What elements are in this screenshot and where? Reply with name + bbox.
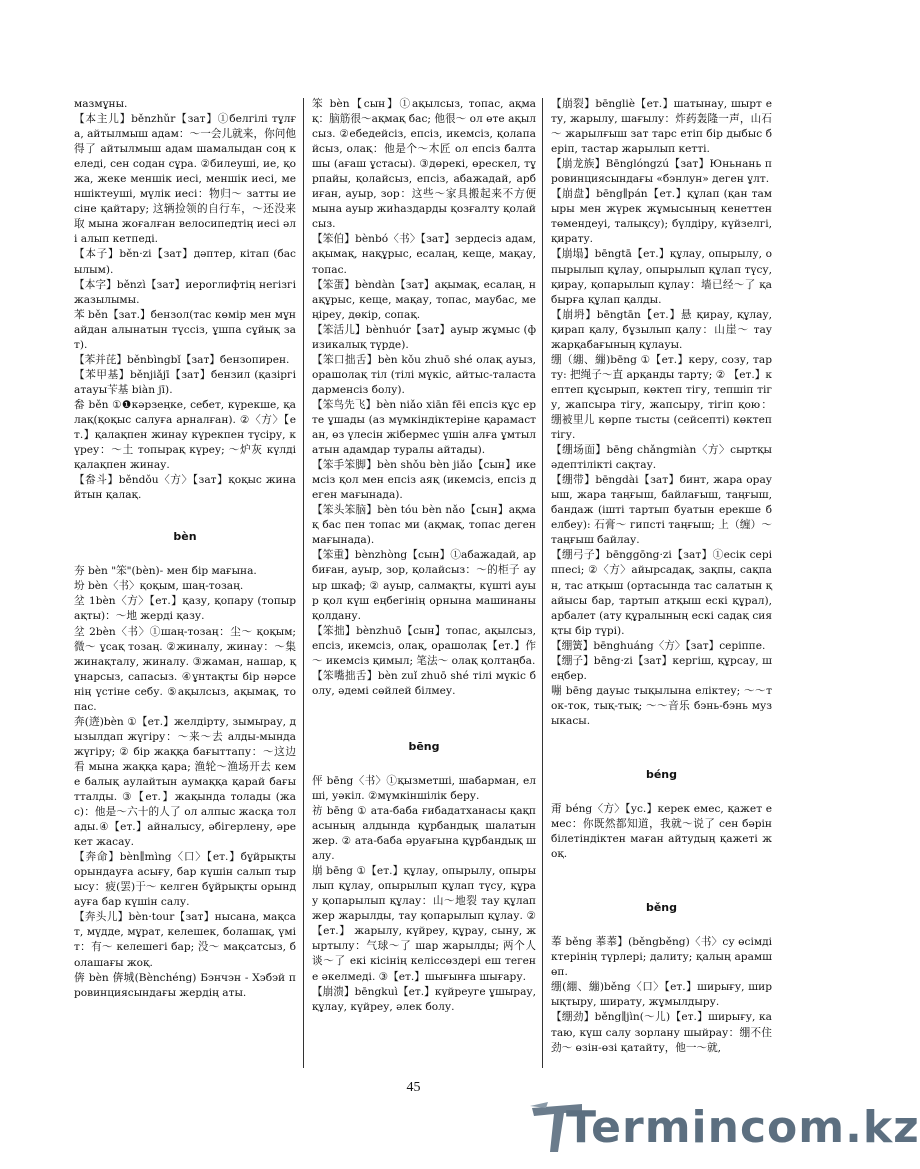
- column-3-entries: [551, 97, 772, 729]
- column-1: [74, 97, 296, 1072]
- dictionary-entry: 绷(綳、繃)běng〈口〉【ет.】ширығу, ширықтыру, ширату, жұмылдыру.: [551, 981, 772, 1009]
- dictionary-entry: 【本子】běn·zi【зат】дәптер, кітап (басылым).: [74, 248, 296, 276]
- dictionary-entry: 【笨嘴拙舌】bèn zuǐ zhuō shé тілі мүкіс болу, әдемі сөйлей білмеу.: [312, 669, 536, 697]
- dictionary-entry: 【笨蛋】bèndàn【зат】ақымақ, есалаң, нақұрыс, кеще, мақау, топас, маубас, меңіреу, дөкір, сопақ.: [312, 278, 536, 321]
- dictionary-entry: 坋 bèn〈书〉қоқым, шаң-тозаң.: [74, 580, 244, 593]
- section-heading-ben4: bèn: [173, 530, 197, 544]
- dictionary-entry: 【绷场面】bēng chǎngmiàn〈方〉сыртқы әдептілікті сақтау.: [551, 444, 772, 472]
- column-3-entries-after: [551, 802, 772, 862]
- dictionary-entry: мазмұны.: [74, 98, 128, 110]
- dictionary-entry: 畚 běn ①❶кәрзеңке, себет, күрекше, қалақ(қоқыс салуға арналған). ②〈方〉【ет.】қалақпен жинау күрекпен түсіру, күреу：～土 топырақ күреу; ～炉灰 күлді қалақпен жинау.: [74, 398, 296, 472]
- dictionary-entry: 【笨手笨脚】bèn shǒu bèn jiǎo【сын】икемсіз қол мен епсіз аяқ (икемсіз, епсіз деген мағынада).: [312, 459, 536, 502]
- dictionary-entry: 倴 bèn 倴城(Bènchéng) Бэнчэн - Хэбэй провинциясындағы жердің аты.: [74, 971, 296, 999]
- dictionary-entry: 伻 bēng〈书〉①қызметші, шабарман, елші, уәкіл. ②мүмкіншілік беру.: [312, 774, 536, 802]
- dictionary-entry: 甭 béng〈方〉【ус.】керек емес, қажет емес：你既然都知道，我就～说了 сен бәрін білетіндіктен маған айтудың қажеті жоқ.: [551, 803, 772, 861]
- dictionary-entry: 【笨活儿】bènhuór【зат】ауыр жұмыс (физикалық түрде).: [312, 323, 536, 351]
- dictionary-entry: 嘣 bēng дауыс тықылына еліктеу; ～～ток-ток, тық-тық; ～～音乐 бэнь-бэнь музыкасы.: [551, 684, 772, 727]
- column-2-entries: [312, 97, 536, 699]
- dictionary-entry: 【绷弓子】bēnggōng·zi【зат】①есік серіппесі; ②〈方〉айырсадақ, зақпы, сақпан, тас атқыш (ортасында тас салатын қайысы бар, тартып атқыш ескі құрал), арбалет (ату құралының ескі садақ сияқты бір түрі).: [551, 549, 772, 637]
- dictionary-entry: 【畚斗】běndǒu〈方〉【зат】қоқыс жинайтын қалақ.: [74, 474, 296, 502]
- dictionary-entry: 【本字】běnzì【зат】иероглифтің негізгі жазылымы.: [74, 278, 296, 306]
- dictionary-entry: 【笨头笨脑】bèn tóu bèn nǎo【сын】ақмақ бас пен топас ми (ақмақ, топас деген мағынада).: [312, 504, 536, 547]
- dictionary-entry: 【绷劲】běng∥jìn(～儿)【ет.】ширығу, катаю, күш салу зорлану шыйрау：绷不住劲～ өзін-өзі қатайту，他一～就,: [551, 1011, 772, 1054]
- dictionary-entry: 【绷簧】bēnghuáng〈方〉【зат】серіппе.: [551, 639, 766, 652]
- dictionary-entry: 坌 1bèn〈方〉【ет.】қазу, қопару (топырақты)：～地 жерді қазу.: [74, 595, 296, 623]
- dictionary-entry: 【笨重】bènzhòng【сын】①абажадай, арбиған, ауыр, зор, қолайсыз：～的柜子 ауыр шкаф; ② ауыр, салмақты, күшті ауыр қол күш еңбегінің орнына машинаны қолдану.: [312, 549, 536, 622]
- dictionary-entry: 【奔头儿】bèn·tour【зат】нысана, мақсат, мүдде, мұрат, келешек, болашақ, үміт：有～ келешегі бар; 没～ мақсатсыз, болашағы жоқ.: [74, 911, 296, 969]
- column-3: [551, 97, 772, 1072]
- dictionary-entry: 【崩塌】bēngtā【ет.】құлау, опырылу, опырылып құлау, опырылып құлап түсу, қирау, қопарылып құлау：墙已经～了 қабырға құлап қалды.: [551, 248, 772, 306]
- dictionary-entry: 【笨鸟先飞】bèn niǎo xiān fēi епсіз құс ерте ұшады (аз мүмкіндіктеріне қарамастан, өз үлесін жібермес үшін алға ұмтылатын адамдар туралы айтады).: [312, 398, 536, 457]
- column-divider-2: [542, 98, 543, 1068]
- dictionary-entry: 夯 bèn "笨"(bèn)- мен бір мағына.: [74, 565, 257, 578]
- dictionary-entry: 【笨拙】bènzhuō【сын】топас, ақылсыз, епсіз, икемсіз, олақ, орашолақ【ет.】作～ икемсіз қимыл; 笔法～ олақ қолтаңба.: [312, 624, 536, 667]
- page-number: 45: [406, 1080, 421, 1095]
- dictionary-entry: 笨 bèn【сын】①ақылсыз, топас, ақмақ：脑筋很～ақмақ бас; 他很～ ол өте ақылсыз. ②ебедейсіз, епсіз, икемсіз, қолапайсыз, олақ：他是个～木匠 ол епсіз балташы (ағаш ұстасы). ③дөрекі, өрескел, тұрпайы, қолайсыз, епсіз, абажадай, арбиған, ауыр, зор：这些～家具搬起来不方便 мына ауыр жиhаздарды қозғалту қолайсыз.: [312, 98, 536, 231]
- dictionary-entry: 【崩盘】bēng∥pán【ет.】құлап (қан тамыры мен жүрек жұмысының кенеттен төмендеуі, талықсу); бүлдіру, күйзелгі, қирату.: [551, 188, 772, 246]
- dictionary-entry: 绷（綳、繃)bēng ①【ет.】керу, созу, тарту: 把绳子～直 арқанды тарту; ② 【ет.】кептеп құсырып, көктеп тігу, тепшіп тігу, жапсыра тігу, жапсыру, тігіп қою：绷被里儿 көрпе тысты (сейсепті) көктеп тігу.: [551, 353, 772, 442]
- dictionary-entry: 【崩龙族】Bēnglóngzú【зат】Юньнань провинциясындағы «бэнлун» деген ұлт.: [551, 158, 772, 186]
- section-heading-beng1: bēng: [408, 739, 440, 753]
- dictionary-entry: 【崩坍】bēngtān【ет.】悬 қирау, құлау, қирап қалу, бұзылып қалу：山崖～ тау жарқабағының құлауы.: [551, 308, 772, 351]
- termincom-logo[interactable]: [528, 1100, 920, 1156]
- column-1-entries: [74, 97, 296, 503]
- dictionary-entry: 【苯并芘】běnbìngbǐ【зат】бензопирен.: [74, 353, 290, 366]
- dictionary-entry: 崩 bēng ①【ет.】құлау, опырылу, опырылып құлау, опырылып құлап түсу, құрау қопарылып құлау：山～地裂 тау құлап жер жарылды, тау қопарылып құлау. ② 【ет.】 жарылу, күйреу, құрау, сыну, жыртылу：气球～了 шар жарылды; 两个人谈～了 екі кісінің келіссөздері еш тегене әкелмеді. ③【ет.】шығынға шығару.: [312, 865, 536, 983]
- column-1-entries-after: [74, 564, 296, 1000]
- dictionary-entry: 【奔命】bèn∥mìng〈口〉【ет.】бұйрықты орындауға асығу, бар күшін салып тырысу：疲(罢)于～ келген бұйрықты орындауға бар күшін салу.: [74, 851, 296, 909]
- dictionary-entry: 【崩裂】bēngliè【ет.】шатынау, шырт ету, жарылу, шағылу：炸药轰隆一声，山石～ жарылғыш зат тарс етіп бір дыбыс беріп, тастар жарылып кетті.: [551, 98, 772, 156]
- dictionary-entry: 祊 bēng ① ата-баба ғибадатханасы қақпасының алдында құрбандық шалатын жер. ② ата-баба әруағына құрбандық шалу.: [312, 805, 536, 863]
- dictionary-entry: 【绷子】bēng·zi【зат】кергіш, құрсау, шеңбер.: [551, 654, 772, 682]
- dictionary-entry: 【苯甲基】běnjiǎjī【зат】бензил (қазіргі атауы苄基 biàn jī).: [74, 368, 296, 396]
- dictionary-entry: 菶 běng 菶菶】(běngběng)〈书〉су өсімдіктерінің түрлері; далиту; қалың арамшөп.: [551, 936, 772, 979]
- dictionary-entry: 【笨口拙舌】bèn kǒu zhuō shé олақ ауыз, орашолақ тіл (тілі мүкіс, айтыс-таласта дарменсіз болу).: [312, 353, 536, 396]
- dictionary-entry: 【本主儿】běnzhǔr【зат】①белгілі тұлға, айтылмыш адам：～一会儿就来，你问他得了 айтылмыш адам шамалыдан соң келеді, сен содан сұра. ②билеуші, ие, қожа, жеке меншік иесі, меншік иесі, меншіктеуші, мүлік иесі：物归～ затты иесіне қайтару; 这辆捡领的自行车，～还没来取 мына жоғалған велосипедтің иесі әлі алып кетпеді.: [74, 113, 296, 246]
- dictionary-entry: 【笨伯】bènbó〈书〉【зат】зердесіз адам, ақымақ, нақұрыс, есалаң, кеще, мақау, топас.: [312, 233, 536, 276]
- dictionary-entry: 奔(逩)bèn ①【ет.】желдірту, зымырау, дызылдап жүгіру：～来～去 алды-мында жүгіру; ② бір жаққа бағыттапу：～这边看 мына жаққа қара; 渔轮～渔场开去 кеме балық аулайтын аумаққа қарай бағытталды. ③【ет.】жақында толады (жас)：他是～六十的人了 ол алпыс жасқа толады.④【ет.】айналысу, әбігерлену, әрекет жасау.: [74, 715, 296, 849]
- dictionary-entry: 【崩溃】bēngkuì【ет.】күйреуге ұшырау, құлау, күйреу, әлек болу.: [312, 985, 536, 1013]
- section-heading-beng2: béng: [645, 767, 678, 781]
- section-heading-beng3: běng: [645, 901, 678, 915]
- dictionary-entry: 【绷带】bēngdài【зат】бинт, жара орауыш, жара таңғыш, байлағыш, таңғыш, бандаж (іштi тартып буатын ерекше белбеу): 石膏～ гипсті таңғыш; 上（缠）～ таңғыш байлау.: [551, 474, 772, 547]
- dictionary-entry: 苯 běn【зат.】бензол(тас көмір мен мұнайдан алынатын түссіз, ұшпа сұйық зат).: [74, 308, 296, 351]
- column-2: [312, 97, 536, 1072]
- column-divider-1: [303, 98, 304, 1068]
- logo-text: Termincom.kz: [566, 1102, 920, 1153]
- column-2-entries-after: [312, 774, 536, 1015]
- column-3-entries-after2: [551, 935, 772, 1055]
- dictionary-entry: 坌 2bèn〈书〉①шаң-тозаң：尘～ қоқым; 微～ ұсақ тозаң. ②жиналу, жинау：～集 жинақталу, жиналу. ③жаман, нашар, құнарсыз, сапасыз. ④ұнтақты бір нәрсенің үстіне себу. ⑤ақылсыз, ақымақ, топас.: [74, 625, 296, 713]
